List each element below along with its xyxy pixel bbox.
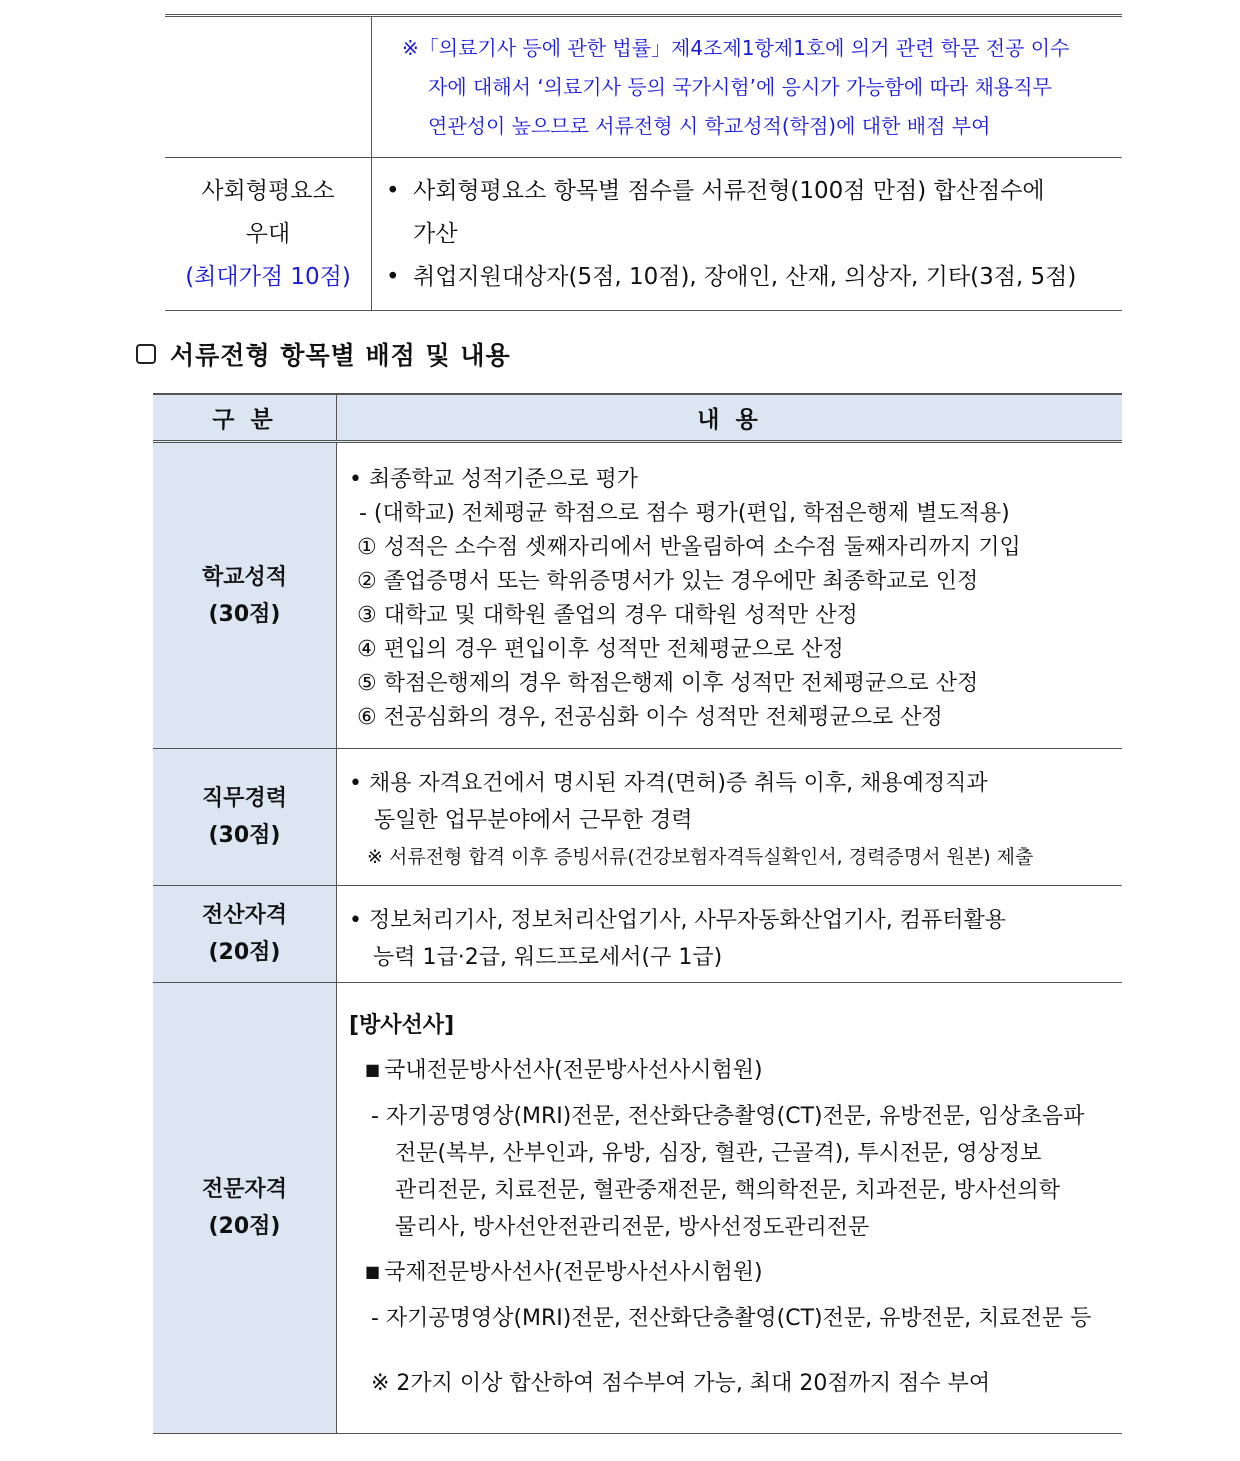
square-bullet-icon: ■ bbox=[365, 1060, 381, 1079]
content-line: - 자기공명영상(MRI)전문, 전산화단층촬영(CT)전문, 유방전문, 치료전문 등 bbox=[371, 1306, 1092, 1331]
category-cell bbox=[153, 886, 337, 983]
category-cell bbox=[153, 983, 337, 1434]
group-title: 국제전문방사선사(전문방사선사시험원) bbox=[384, 1260, 763, 1285]
table-row-professional-certification bbox=[153, 983, 1122, 1434]
bullet-icon: • bbox=[386, 263, 400, 290]
header-content: 내 용 bbox=[337, 394, 1123, 442]
content-line: • 최종학교 성적기준으로 평가 bbox=[349, 467, 638, 492]
section-header bbox=[136, 334, 511, 374]
content-line: ⑥ 전공심화의 경우, 전공심화 이수 성적만 전체평균으로 산정 bbox=[357, 705, 943, 730]
note-line: 연관성이 높으므로 서류전형 시 학교성적(학점)에 대한 배점 부여 bbox=[428, 113, 991, 138]
content-line: - 자기공명영상(MRI)전문, 전산화단층촬영(CT)전문, 유방전문, 임상초음파 bbox=[371, 1104, 1085, 1129]
top-table-row-note bbox=[165, 16, 1122, 158]
content-line: - (대학교) 전체평균 학점으로 점수 평가(편입, 학점은행제 별도적용) bbox=[359, 501, 1010, 526]
category-points: (30점) bbox=[208, 823, 281, 848]
content-line: ① 성적은 소수점 셋째자리에서 반올림하여 소수점 둘째자리까지 기입 bbox=[357, 535, 1021, 560]
header-category: 구 분 bbox=[153, 394, 337, 442]
content-cell bbox=[337, 983, 1123, 1434]
category-name: 학교성적 bbox=[201, 564, 287, 590]
radiographer-heading: [방사선사] bbox=[349, 1013, 455, 1038]
bullet-text: 취업지원대상자(5점, 10점), 장애인, 산재, 의상자, 기타(3점, 5점) bbox=[413, 263, 1077, 290]
bullet-text: 사회형평요소 항목별 점수를 서류전형(100점 만점) 합산점수에 bbox=[413, 177, 1045, 204]
content-line: • 채용 자격요건에서 명시된 자격(면허)증 취득 이후, 채용예정직과 bbox=[349, 771, 988, 796]
square-bullet-icon: ■ bbox=[365, 1262, 381, 1281]
social-label-line: 사회형평요소 bbox=[201, 177, 335, 204]
content-line: 관리전문, 치료전문, 혈관중재전문, 핵의학전문, 치과전문, 방사선의학 bbox=[395, 1178, 1060, 1203]
bullet-text: 가산 bbox=[413, 220, 458, 247]
content-cell bbox=[337, 886, 1123, 983]
category-points: (20점) bbox=[208, 1214, 281, 1239]
checkbox-square-icon bbox=[136, 344, 156, 364]
table-row-it-certification bbox=[153, 886, 1122, 983]
category-cell bbox=[153, 442, 337, 749]
table-row-job-experience bbox=[153, 749, 1122, 886]
top-table-row-social bbox=[165, 158, 1122, 311]
note-cell bbox=[372, 16, 1123, 158]
main-table bbox=[153, 393, 1122, 1434]
social-label-line: 우대 bbox=[245, 220, 291, 247]
main-table-header bbox=[153, 394, 1122, 442]
content-line: 물리사, 방사선안전관리전문, 방사선정도관리전문 bbox=[395, 1215, 870, 1240]
top-table bbox=[165, 14, 1122, 311]
group-title: 국내전문방사선사(전문방사선사시험원) bbox=[384, 1058, 763, 1083]
note-line: 자에 대해서 ‘의료기사 등의 국가시험’에 응시가 가능함에 따라 채용직무 bbox=[428, 74, 1052, 99]
section-title: 서류전형 항목별 배점 및 내용 bbox=[170, 341, 511, 370]
content-note: ※ 2가지 이상 합산하여 점수부여 가능, 최대 20점까지 점수 부여 bbox=[371, 1371, 991, 1396]
category-name: 전문자격 bbox=[201, 1177, 287, 1202]
note-line: ※「의료기사 등에 관한 법률」제4조제1항제1호에 의거 관련 학문 전공 이수 bbox=[402, 35, 1070, 60]
category-name: 전산자격 bbox=[201, 903, 287, 928]
content-line: ③ 대학교 및 대학원 졸업의 경우 대학원 성적만 산정 bbox=[357, 603, 858, 628]
content-line: 능력 1급·2급, 워드프로세서(구 1급) bbox=[373, 945, 723, 970]
content-line: 동일한 업무분야에서 근무한 경력 bbox=[374, 808, 693, 833]
social-content-cell bbox=[372, 158, 1123, 311]
content-note: ※ 서류전형 합격 이후 증빙서류(건강보험자격득실확인서, 경력증명서 원본) 제출 bbox=[367, 846, 1034, 868]
content-line: ② 졸업증명서 또는 학위증명서가 있는 경우에만 최종학교로 인정 bbox=[357, 569, 979, 594]
content-line: • 정보처리기사, 정보처리산업기사, 사무자동화산업기사, 컴퓨터활용 bbox=[349, 908, 1006, 933]
content-line: 전문(복부, 산부인과, 유방, 심장, 혈관, 근골격), 투시전문, 영상정보 bbox=[395, 1141, 1042, 1166]
empty-label-cell bbox=[165, 16, 372, 158]
social-label-cell bbox=[165, 158, 372, 311]
category-points: (30점) bbox=[208, 601, 281, 627]
max-bonus-label: (최대가점 10점) bbox=[185, 263, 351, 290]
content-cell bbox=[337, 749, 1123, 886]
category-points: (20점) bbox=[208, 940, 281, 965]
content-line: ⑤ 학점은행제의 경우 학점은행제 이후 성적만 전체평균으로 산정 bbox=[357, 671, 979, 696]
category-cell bbox=[153, 749, 337, 886]
category-name: 직무경력 bbox=[201, 786, 287, 811]
content-line: ④ 편입의 경우 편입이후 성적만 전체평균으로 산정 bbox=[357, 637, 844, 662]
bullet-icon: • bbox=[386, 177, 400, 204]
table-row-school-grades bbox=[153, 442, 1122, 749]
content-cell bbox=[337, 442, 1123, 749]
